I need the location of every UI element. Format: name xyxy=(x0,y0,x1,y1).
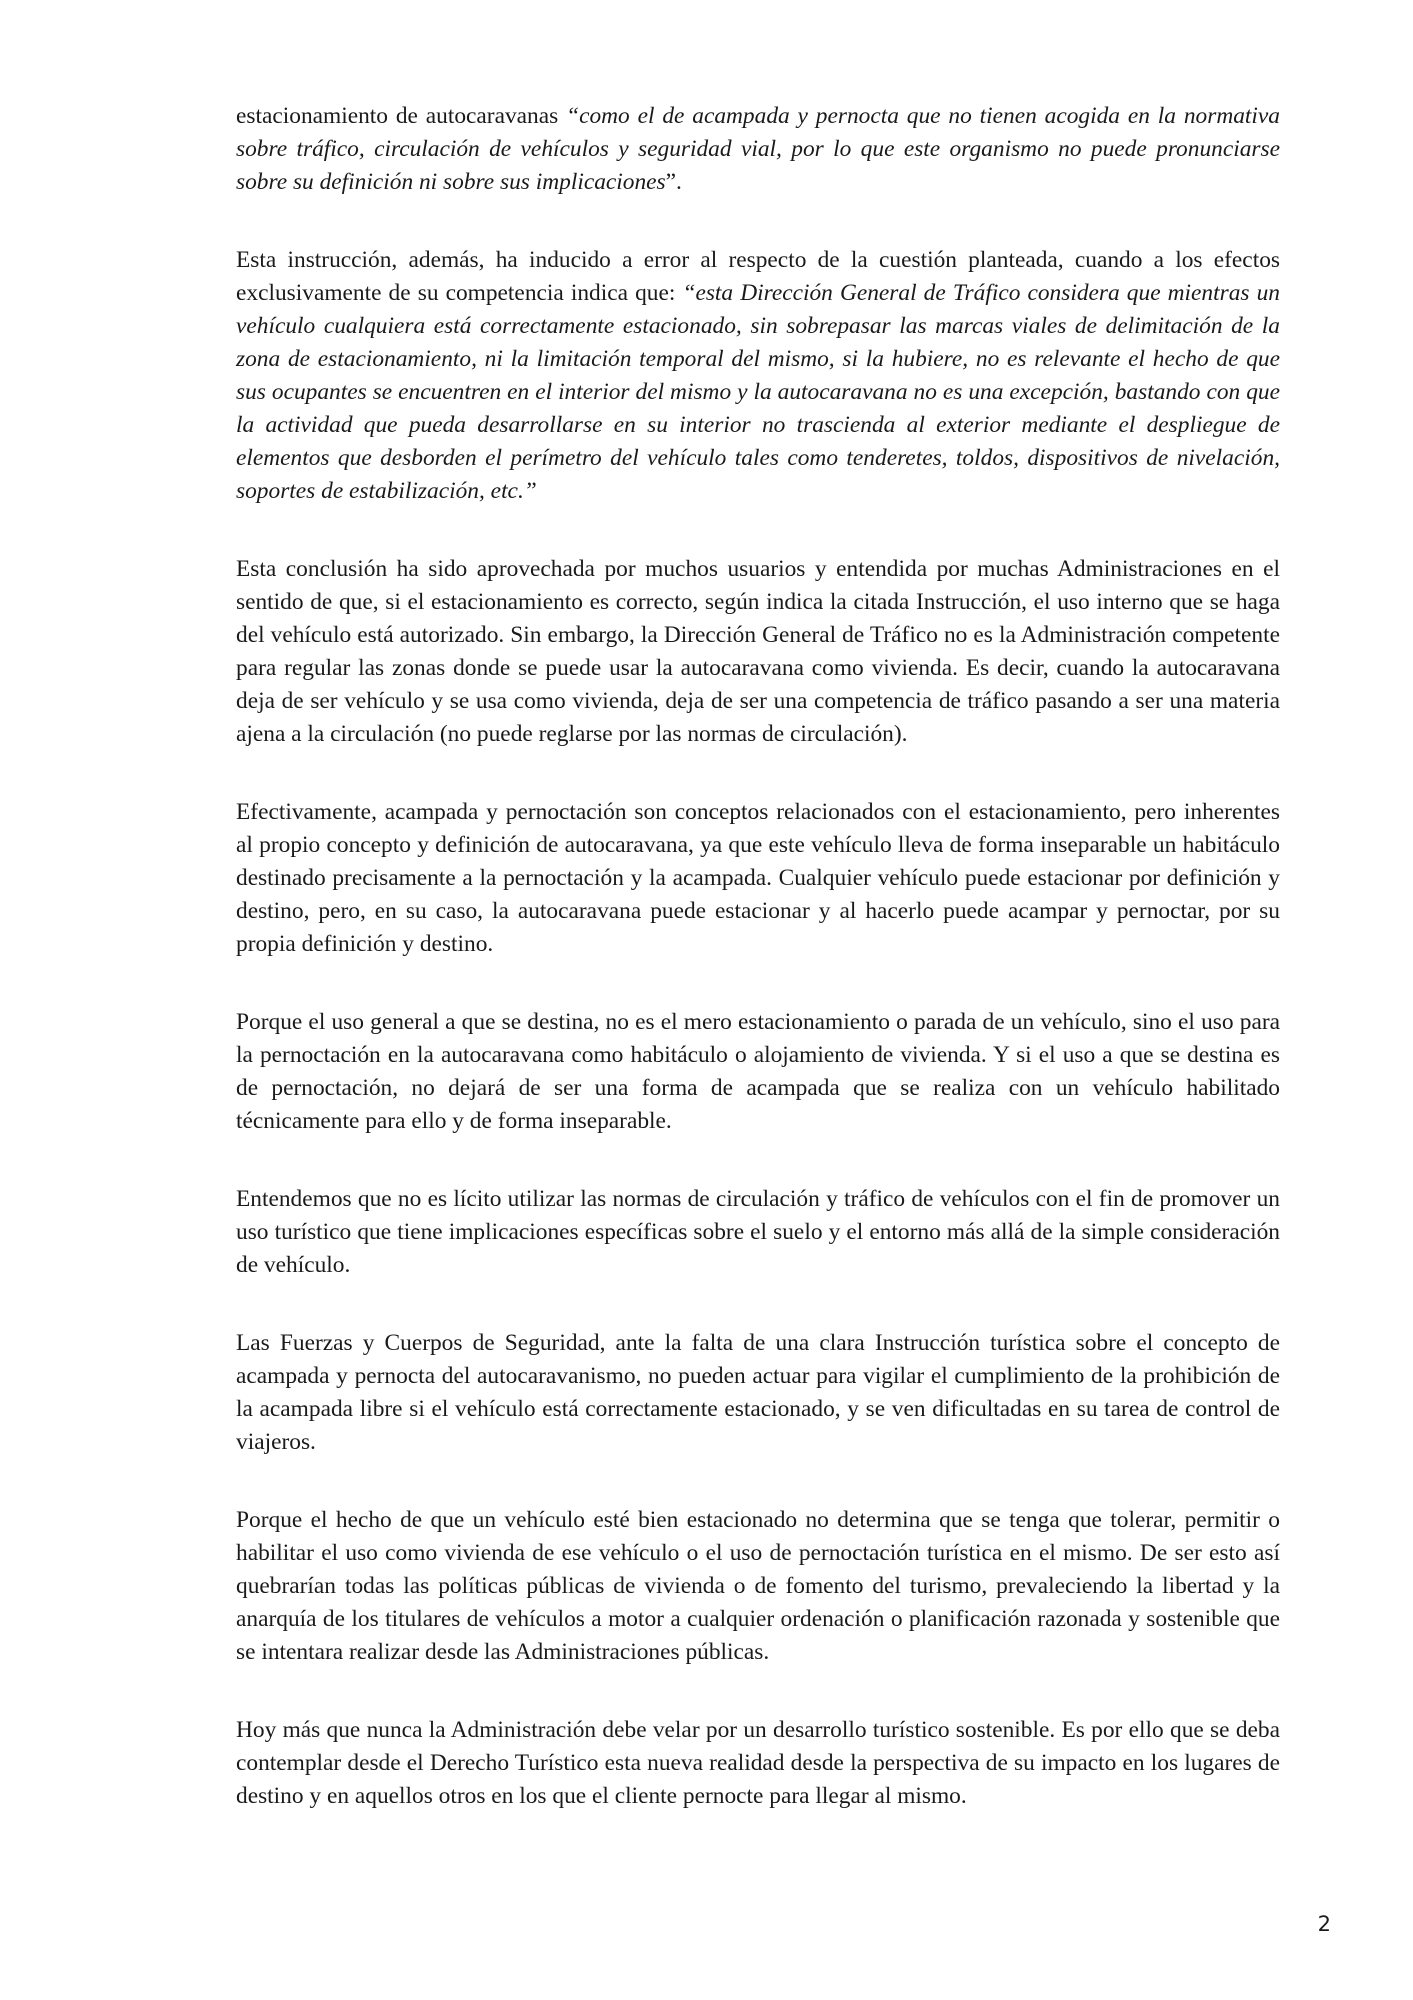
page-number: 2 xyxy=(1317,1912,1331,1936)
paragraph-1-text: estacionamiento de autocaravanas xyxy=(236,103,567,129)
paragraph-7-text: Las Fuerzas y Cuerpos de Seguridad, ante la falta de una clara Instrucción turística sobre el concepto de acampada y pernocta del autocaravanismo, no pueden actuar para vigilar el cumplimiento de la prohibición de la acampada libre si el vehículo está correctamente estacionado, y se ven dificultadas en su tarea de control de viajeros. xyxy=(236,1330,1280,1455)
paragraph-8-text: Porque el hecho de que un vehículo esté bien estacionado no determina que se tenga que tolerar, permitir o habilitar el uso como vivienda de ese vehículo o el uso de pernoctación turística en el mismo. De ser esto así quebrarían todas las políticas públicas de vivienda o de fomento del turismo, prevaleciendo la libertad y la anarquía de los titulares de vehículos a motor a cualquier ordenación o planificación razonada y sostenible que se intentara realizar desde las Administraciones públicas. xyxy=(236,1507,1280,1665)
paragraph-3-text: Esta conclusión ha sido aprovechada por muchos usuarios y entendida por muchas Administraciones en el sentido de que, si el estacionamiento es correcto, según indica la citada Instrucción, el uso interno que se haga del vehículo está autorizado. Sin embargo, la Dirección General de Tráfico no es la Administración competente para regular las zonas donde se puede usar la autocaravana como vivienda. Es decir, cuando la autocaravana deja de ser vehículo y se usa como vivienda, deja de ser una competencia de tráfico pasando a ser una materia ajena a la circulación (no puede reglarse por las normas de circulación). xyxy=(236,556,1280,747)
document-body xyxy=(236,100,1280,1813)
paragraph-6-text: Entendemos que no es lícito utilizar las normas de circulación y tráfico de vehículos con el fin de promover un uso turístico que tiene implicaciones específicas sobre el suelo y el entorno más allá de la simple consideración de vehículo. xyxy=(236,1186,1280,1278)
paragraph-6 xyxy=(236,1183,1280,1282)
paragraph-5 xyxy=(236,1006,1280,1138)
paragraph-1-end: ”. xyxy=(665,169,682,195)
paragraph-4 xyxy=(236,796,1280,961)
paragraph-7 xyxy=(236,1327,1280,1459)
paragraph-9-text: Hoy más que nunca la Administración debe velar por un desarrollo turístico sostenible. Es por ello que se deba contemplar desde el Derecho Turístico esta nueva realidad desde la perspectiva de su impacto en los lugares de destino y en aquellos otros en los que el cliente pernocte para llegar al mismo. xyxy=(236,1717,1280,1809)
paragraph-8 xyxy=(236,1504,1280,1669)
paragraph-9 xyxy=(236,1714,1280,1813)
paragraph-3 xyxy=(236,553,1280,751)
paragraph-5-text: Porque el uso general a que se destina, no es el mero estacionamiento o parada de un vehículo, sino el uso para la pernoctación en la autocaravana como habitáculo o alojamiento de vivienda. Y si el uso a que se destina es de pernoctación, no dejará de ser una forma de acampada que se realiza con un vehículo habilitado técnicamente para ello y de forma inseparable. xyxy=(236,1009,1280,1134)
paragraph-2-text: Esta instrucción, además, ha inducido a error al respecto de la cuestión planteada, cuando a los efectos exclusivamente de su competencia indica que: xyxy=(236,247,1280,306)
paragraph-2-quote: “esta Dirección General de Tráfico considera que mientras un vehículo cualquiera está correctamente estacionado, sin sobrepasar las marcas viales de delimitación de la zona de estacionamiento, ni la limitación temporal del mismo, si la hubiere, no es relevante el hecho de que sus ocupantes se encuentren en el interior del mismo y la autocaravana no es una excepción, bastando con que la actividad que pueda desarrollarse en su interior no trascienda al exterior mediante el despliegue de elementos que desborden el perímetro del vehículo tales como tenderetes, toldos, dispositivos de nivelación, soportes de estabilización, etc.” xyxy=(236,280,1280,504)
paragraph-2 xyxy=(236,244,1280,508)
paragraph-1-quote: “como el de acampada y pernocta que no tienen acogida en la normativa sobre tráfico, circulación de vehículos y seguridad vial, por lo que este organismo no puede pronunciarse sobre su definición ni sobre sus implicaciones xyxy=(236,103,1280,195)
paragraph-1 xyxy=(236,100,1280,199)
paragraph-4-text: Efectivamente, acampada y pernoctación son conceptos relacionados con el estacionamiento, pero inherentes al propio concepto y definición de autocaravana, ya que este vehículo lleva de forma inseparable un habitáculo destinado precisamente a la pernoctación y la acampada. Cualquier vehículo puede estacionar por definición y destino, pero, en su caso, la autocaravana puede estacionar y al hacerlo puede acampar y pernoctar, por su propia definición y destino. xyxy=(236,799,1280,957)
